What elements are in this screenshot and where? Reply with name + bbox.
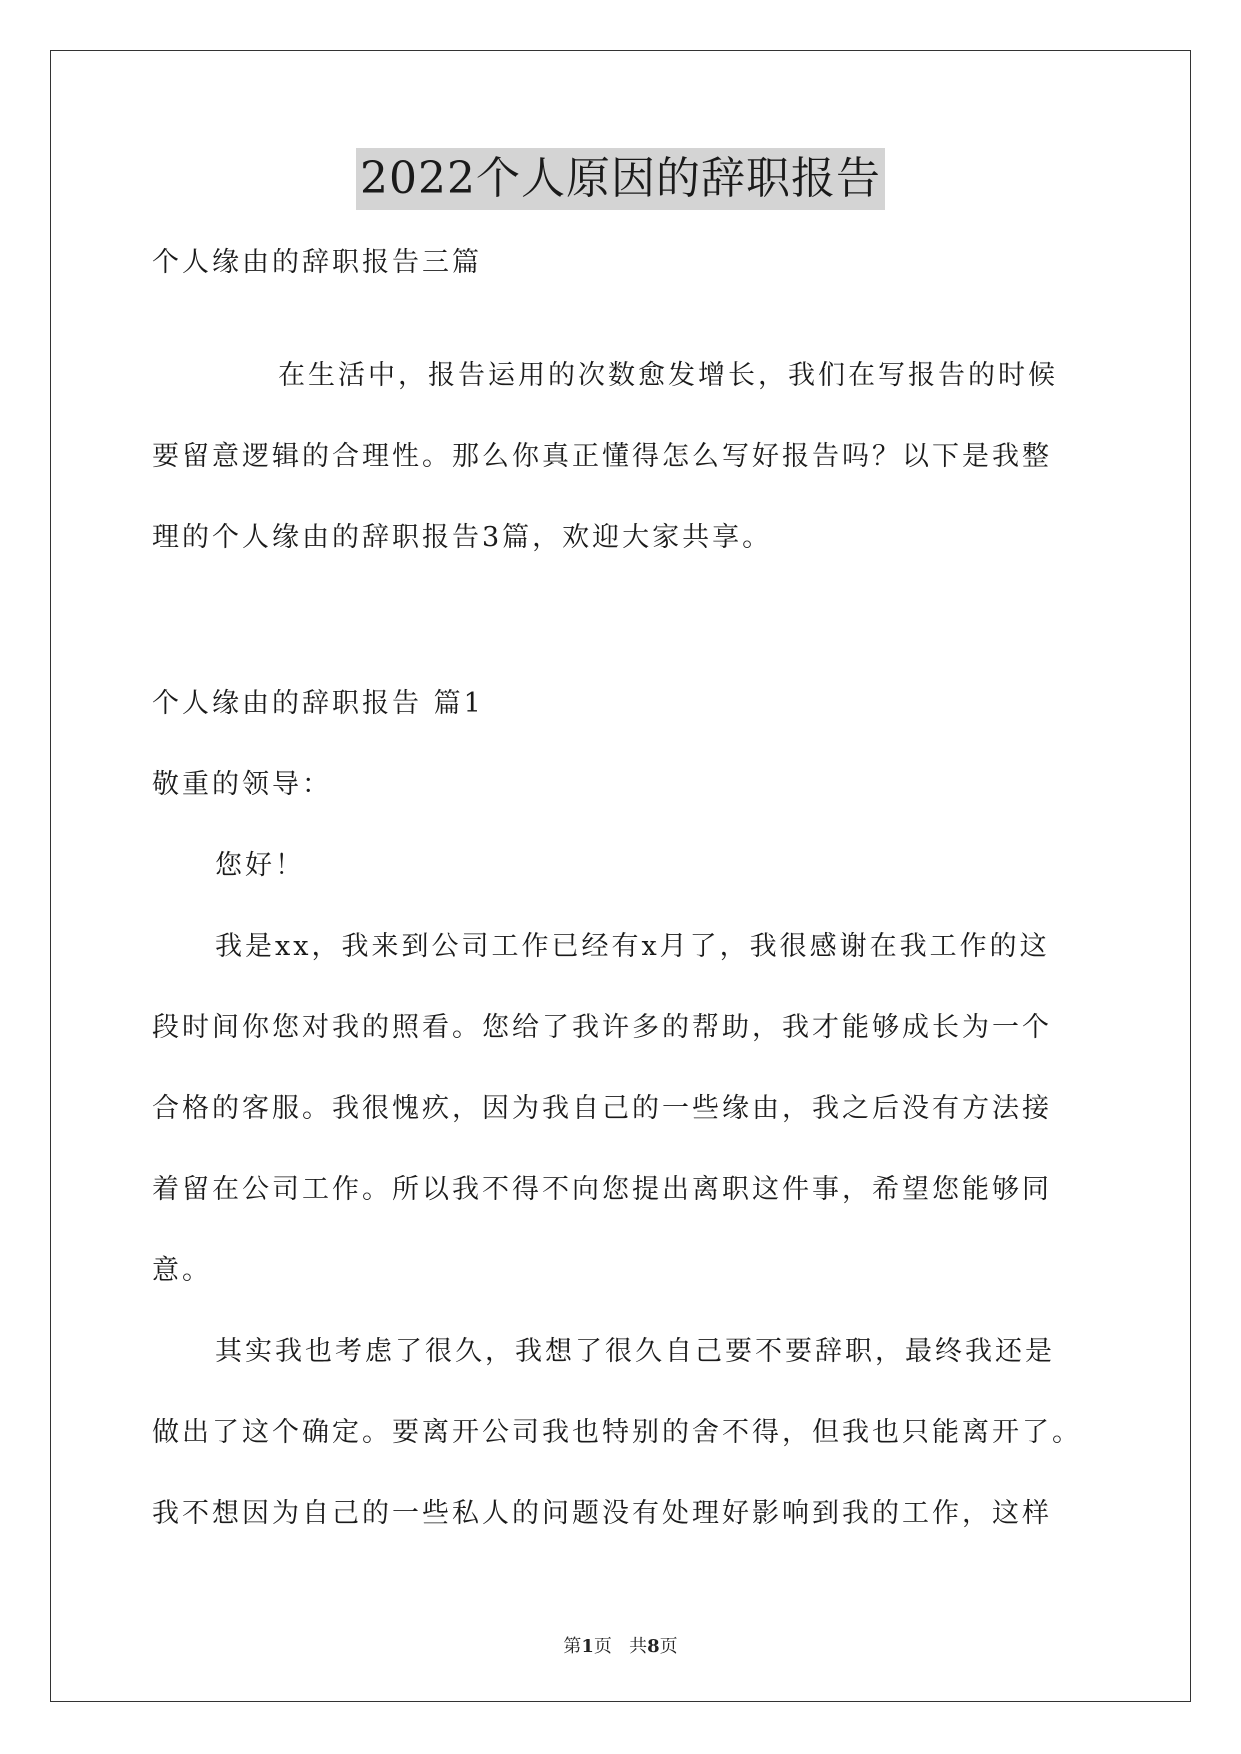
page-footer (0, 1632, 1241, 1658)
salutation: 敬重的领导： (152, 769, 332, 800)
paragraph-line: 在生活中，报告运用的次数愈发增长，我们在写报告的时候 (278, 360, 1058, 391)
paragraph-line: 理的个人缘由的辞职报告3篇，欢迎大家共享。 (152, 522, 773, 553)
footer-prefix: 第 (563, 1636, 582, 1657)
paragraph-line: 我是xx，我来到公司工作已经有x月了，我很感谢在我工作的这 (215, 931, 1050, 962)
paragraph-line: 段时间你您对我的照看。您给了我许多的帮助，我才能够成长为一个 (152, 1012, 1052, 1043)
paragraph-line: 做出了这个确定。要离开公司我也特别的舍不得，但我也只能离开了。 (152, 1417, 1082, 1448)
section-heading: 个人缘由的辞职报告 篇1 (152, 688, 484, 719)
paragraph-line: 要留意逻辑的合理性。那么你真正懂得怎么写好报告吗？以下是我整 (152, 441, 1052, 472)
paragraph-line: 意。 (152, 1255, 212, 1286)
title-container (0, 148, 1241, 210)
footer-mid: 页 共 (593, 1636, 648, 1657)
section-heading: 个人缘由的辞职报告三篇 (152, 247, 482, 278)
total-page-number: 8 (647, 1636, 660, 1657)
document-title: 2022个人原因的辞职报告 (356, 148, 885, 210)
paragraph-line: 合格的客服。我很愧疚，因为我自己的一些缘由，我之后没有方法接 (152, 1093, 1052, 1124)
footer-suffix: 页 (659, 1636, 678, 1657)
paragraph-line: 我不想因为自己的一些私人的问题没有处理好影响到我的工作，这样 (152, 1498, 1052, 1529)
current-page-number: 1 (581, 1636, 594, 1657)
paragraph-line: 着留在公司工作。所以我不得不向您提出离职这件事，希望您能够同 (152, 1174, 1052, 1205)
greeting: 您好！ (215, 850, 305, 881)
paragraph-line: 其实我也考虑了很久，我想了很久自己要不要辞职，最终我还是 (215, 1336, 1055, 1367)
